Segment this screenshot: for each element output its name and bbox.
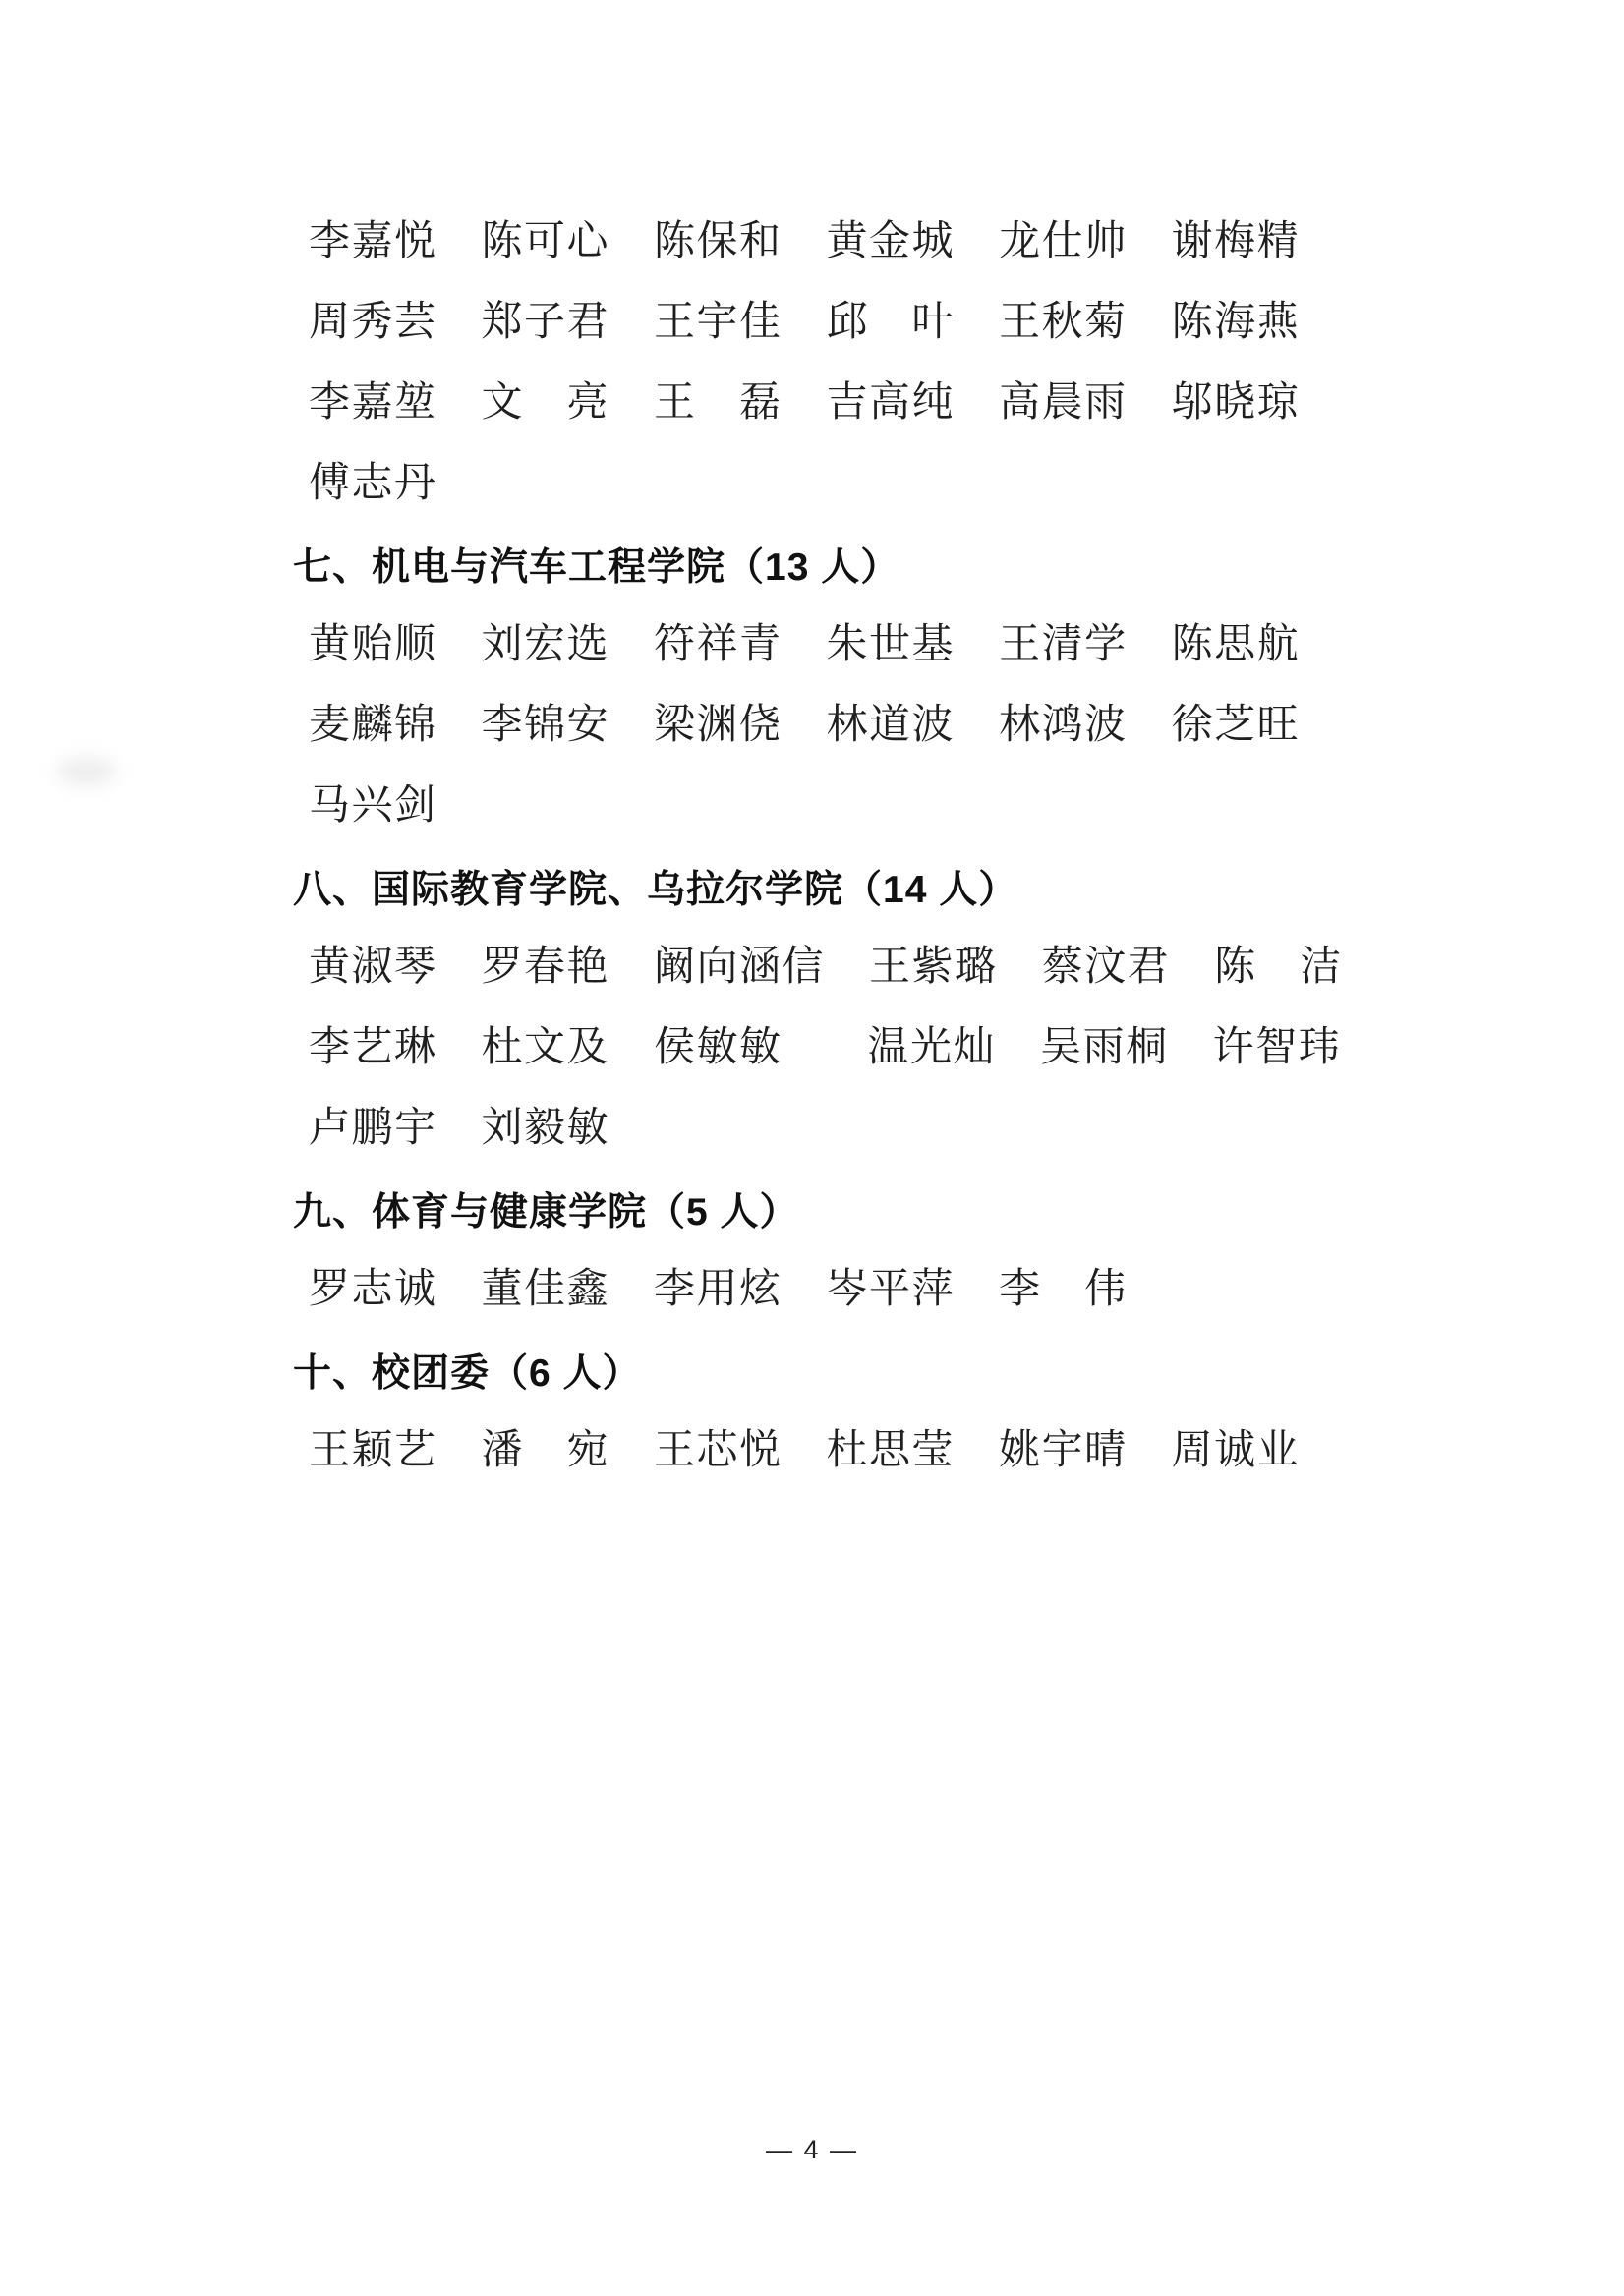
person-name: 李艺琳	[309, 1025, 437, 1070]
person-name: 李嘉堃	[309, 380, 437, 426]
person-name: 阚向涵信	[654, 945, 826, 990]
person-name: 李锦安	[481, 703, 610, 748]
person-name: 邬晓琼	[1171, 380, 1301, 426]
person-name: 王秋菊	[999, 300, 1128, 345]
person-name: 黄贻顺	[309, 622, 437, 667]
person-name: 陈 洁	[1214, 945, 1343, 990]
person-name: 麦麟锦	[309, 703, 437, 748]
names-row	[293, 927, 1427, 1007]
person-name: 卢鹏宇	[309, 1106, 437, 1151]
document-body	[293, 201, 1427, 1491]
page-number: — 4 —	[765, 2135, 859, 2164]
person-name: 陈思航	[1171, 622, 1301, 667]
person-name: 马兴剑	[309, 783, 437, 829]
section-heading-row	[293, 846, 1427, 927]
person-name: 李嘉悦	[309, 219, 437, 264]
person-name: 梁渊侥	[654, 703, 783, 748]
person-name: 龙仕帅	[999, 219, 1128, 264]
person-name: 姚宇晴	[999, 1428, 1128, 1473]
person-name: 潘 宛	[481, 1428, 610, 1473]
person-name: 朱世基	[826, 622, 956, 667]
names-row	[293, 604, 1427, 685]
person-name: 侯敏敏	[654, 1025, 783, 1070]
person-name: 杜文及	[481, 1025, 610, 1070]
names-row	[293, 685, 1427, 766]
person-name: 罗志诚	[309, 1267, 437, 1312]
section-heading: 七、机电与汽车工程学院（13 人）	[293, 546, 900, 589]
person-name: 王宇佳	[654, 300, 783, 345]
person-name: 许智玮	[1212, 1025, 1342, 1070]
person-name: 林道波	[826, 703, 956, 748]
person-name: 吴雨桐	[1040, 1025, 1169, 1070]
person-name: 周诚业	[1171, 1428, 1301, 1473]
section-heading: 八、国际教育学院、乌拉尔学院（14 人）	[293, 869, 1018, 911]
person-name: 王芯悦	[654, 1428, 783, 1473]
person-name: 黄金城	[826, 219, 956, 264]
names-row	[293, 766, 1427, 846]
section-heading-row	[293, 1169, 1427, 1249]
person-name: 刘宏选	[481, 622, 610, 667]
person-name: 周秀芸	[309, 300, 437, 345]
names-row	[293, 1249, 1427, 1330]
section-heading-row	[293, 1330, 1427, 1410]
person-name: 李 伟	[999, 1267, 1128, 1312]
section-heading: 十、校团委（6 人）	[293, 1352, 642, 1395]
person-name: 李用炫	[654, 1267, 783, 1312]
person-name: 符祥青	[654, 622, 783, 667]
person-name: 王紫璐	[869, 945, 998, 990]
person-name: 罗春艳	[481, 945, 610, 990]
names-row	[293, 443, 1427, 524]
names-row	[293, 1007, 1427, 1088]
person-name: 谢梅精	[1171, 219, 1301, 264]
scan-artifact	[57, 759, 116, 784]
person-name: 林鸿波	[999, 703, 1128, 748]
person-name: 黄淑琴	[309, 945, 437, 990]
person-name: 高晨雨	[999, 380, 1128, 426]
person-name: 岑平萍	[826, 1267, 956, 1312]
person-name: 陈海燕	[1171, 300, 1301, 345]
person-name: 徐芝旺	[1171, 703, 1301, 748]
person-name: 王颖艺	[309, 1428, 437, 1473]
section-heading-row	[293, 524, 1427, 604]
names-row	[293, 282, 1427, 363]
person-name: 吉高纯	[826, 380, 956, 426]
person-name: 刘毅敏	[481, 1106, 610, 1151]
names-row	[293, 1410, 1427, 1491]
person-name: 文 亮	[481, 380, 610, 426]
person-name: 邱 叶	[826, 300, 956, 345]
names-row	[293, 363, 1427, 443]
person-name: 蔡汶君	[1041, 945, 1171, 990]
person-name: 杜思莹	[826, 1428, 956, 1473]
person-name: 王清学	[999, 622, 1128, 667]
person-name: 温光灿	[867, 1025, 997, 1070]
names-row	[293, 201, 1427, 282]
person-name: 郑子君	[481, 300, 610, 345]
person-name: 王 磊	[654, 380, 783, 426]
section-heading: 九、体育与健康学院（5 人）	[293, 1191, 799, 1234]
person-name: 傅志丹	[309, 461, 437, 506]
person-name: 陈保和	[654, 219, 783, 264]
person-name: 董佳鑫	[481, 1267, 610, 1312]
person-name: 陈可心	[481, 219, 610, 264]
names-row	[293, 1088, 1427, 1169]
